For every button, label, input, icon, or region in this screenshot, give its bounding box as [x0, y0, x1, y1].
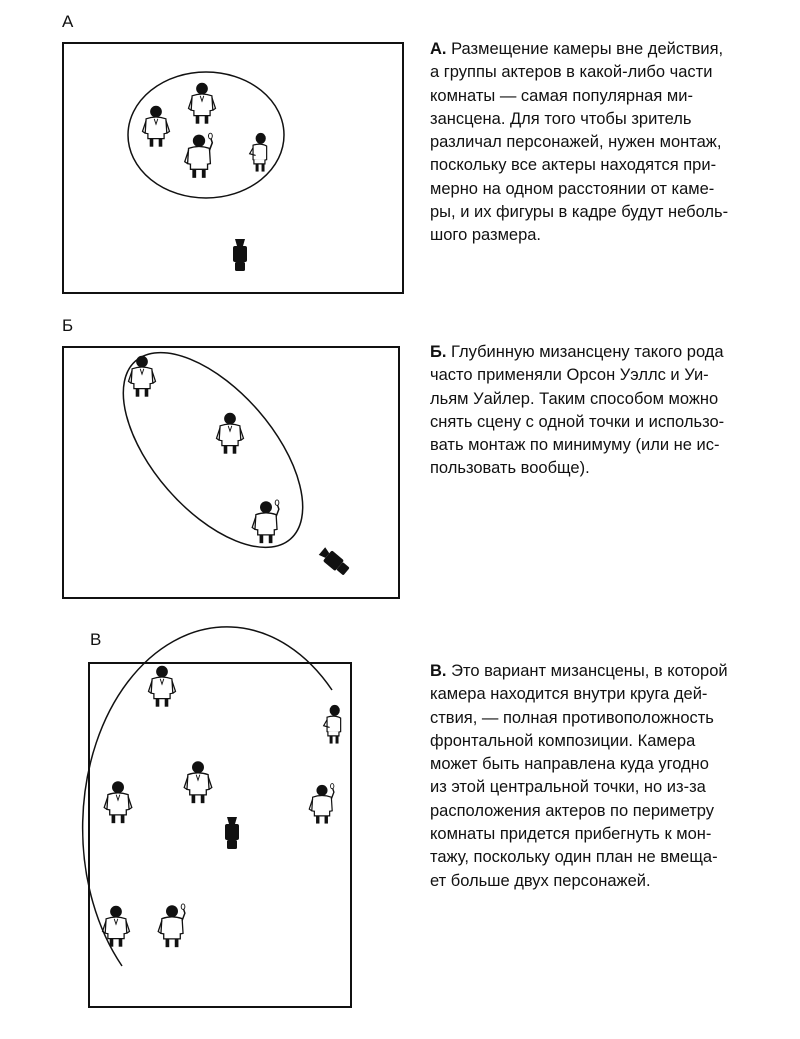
- caption-line: из этой центральной точки, но из-за: [430, 778, 706, 797]
- caption-line: расположения актеров по периметру: [430, 801, 715, 820]
- caption-line: комнаты — самая популярная ми-: [430, 86, 693, 105]
- actor-icon: [184, 761, 212, 803]
- caption-lead-b: Б.: [430, 343, 447, 361]
- caption-line: ствия, — полная противоположность: [430, 708, 714, 727]
- caption-line: шого размера.: [430, 226, 542, 245]
- caption-line: комнаты придется прибегнуть к мон-: [430, 825, 712, 844]
- panel-letter-a: А: [62, 12, 74, 31]
- actor-icon: [149, 666, 176, 707]
- caption-line: фронтальной композиции. Камера: [430, 731, 696, 750]
- caption-line: Размещение камеры вне действия,: [446, 40, 724, 58]
- panel-letter-c: В: [90, 630, 102, 649]
- caption-line: может быть направлена куда угодно: [430, 755, 709, 774]
- caption-line: пользовать вообще).: [430, 459, 590, 478]
- actor-icon: [309, 784, 334, 824]
- caption-line: Это вариант мизансцены, в которой: [446, 662, 728, 680]
- caption-line: снять сцену с одной точки и использо-: [430, 412, 725, 431]
- actor-icon: [324, 705, 341, 744]
- camera-icon: [225, 817, 239, 849]
- actor-icon: [104, 781, 132, 823]
- caption-lead-a: А.: [430, 40, 447, 58]
- caption-line: а группы актеров в какой-либо части: [430, 63, 713, 82]
- caption-line: льям Уайлер. Таким способом можно: [430, 389, 719, 408]
- actor-icon: [158, 904, 185, 947]
- caption-line: поскольку все актеры находятся при-: [430, 156, 717, 175]
- caption-line: камера находится внутри круга дей-: [430, 685, 708, 704]
- caption-line: тажу, поскольку один план не вмеща-: [430, 848, 718, 867]
- caption-line: зансцена. Для того чтобы зритель: [430, 109, 692, 128]
- caption-line: вать монтаж по минимуму (или не ис-: [430, 436, 720, 455]
- caption-line: часто применяли Орсон Уэллс и Уи-: [430, 366, 709, 385]
- caption-c: [430, 660, 728, 893]
- caption-line: различал персонажей, нужен монтаж,: [430, 133, 722, 152]
- caption-line: ет больше двух персонажей.: [430, 871, 651, 890]
- caption-line: Глубинную мизансцену такого рода: [446, 343, 724, 361]
- caption-line: ры, и их фигуры в кадре будут неболь-: [430, 203, 729, 222]
- caption-line: мерно на одном расстоянии от каме-: [430, 179, 715, 198]
- caption-lead-c: В.: [430, 662, 447, 680]
- panel-letter-b: Б: [62, 316, 74, 335]
